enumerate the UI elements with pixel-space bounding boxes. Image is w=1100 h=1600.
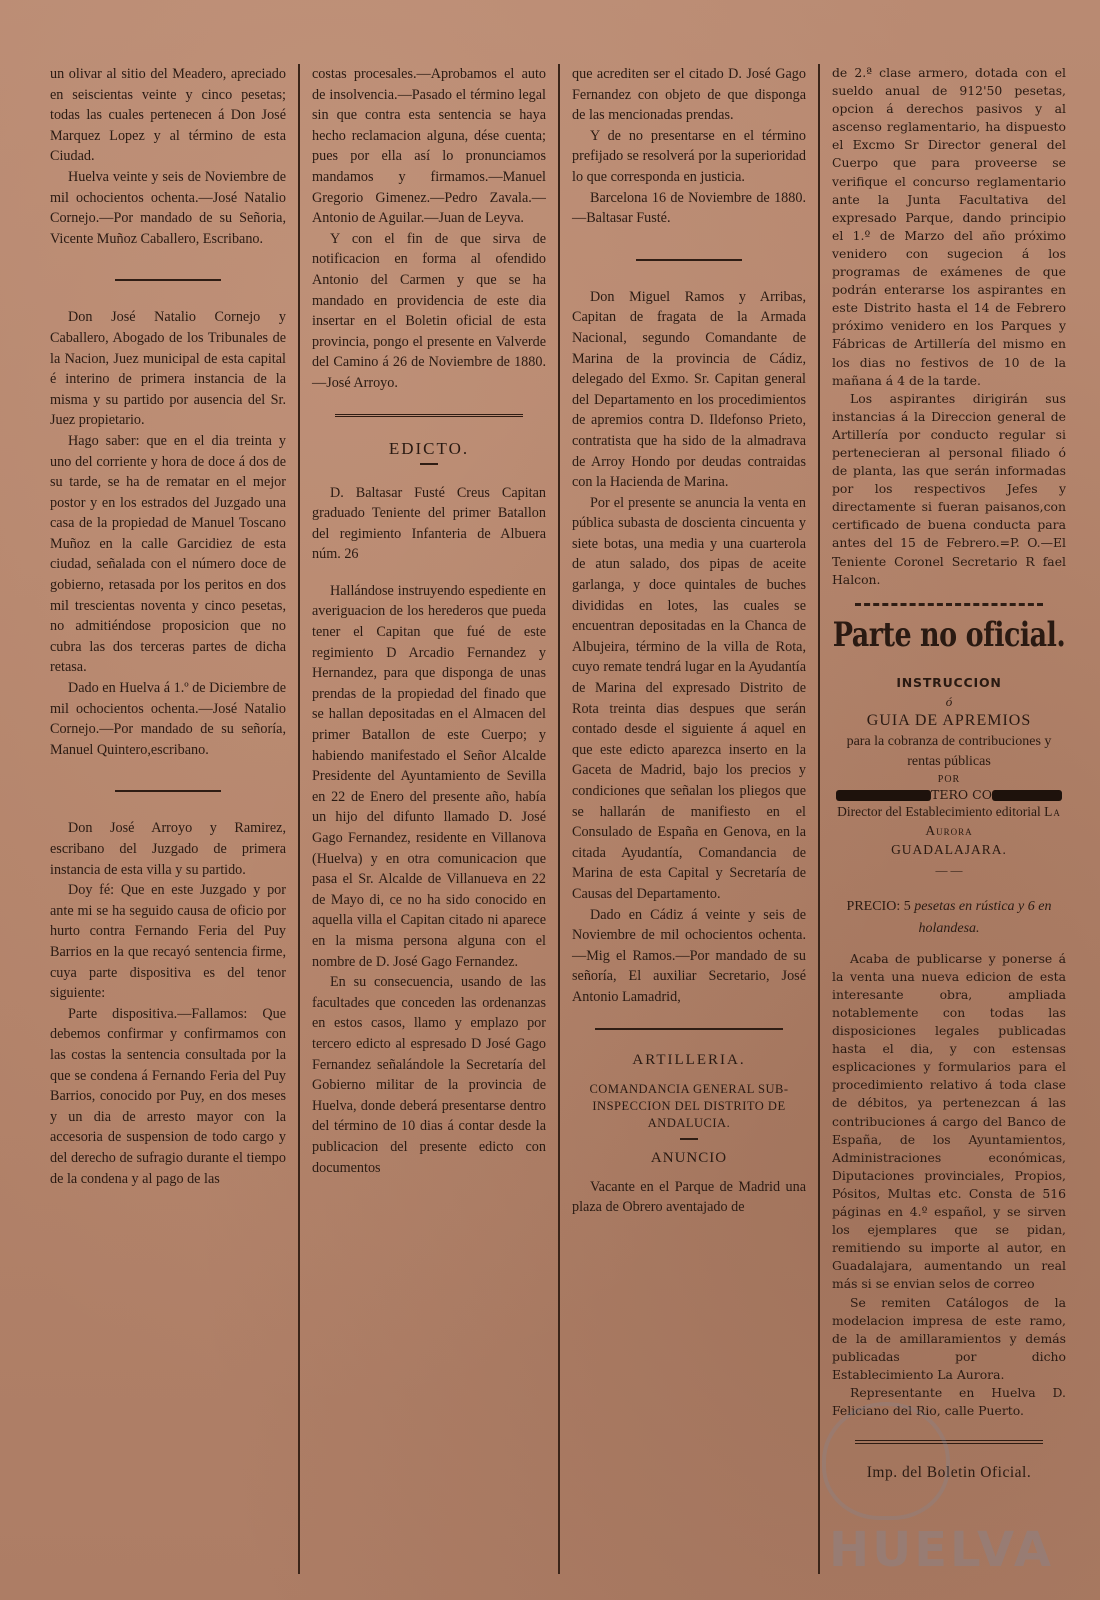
col3-paragraph: que acrediten ser el citado D. José Gago Fernandez con objeto de que disponga de las mencionadas prendas. xyxy=(572,66,806,124)
divider xyxy=(855,603,1042,606)
divider xyxy=(420,463,438,465)
divider xyxy=(680,1138,698,1140)
col1-signature: Dado en Huelva á 1.º de Diciembre de mil ochocientos ochenta.—José Natalio Cornejo.—Por mandado de su señoría, Manuel Quintero,escribano. xyxy=(50,680,286,758)
column-2 xyxy=(298,64,558,1574)
instruccion-title: INSTRUCCION xyxy=(896,674,1002,690)
parte-no-oficial-heading: Parte no oficial. xyxy=(832,615,1066,655)
director-line xyxy=(832,802,1066,840)
col4-paragraph: Representante en Huelva D. Feliciano del Rio, calle Puerto. xyxy=(832,1384,1066,1419)
col1-paragraph: Hago saber: que en el dia treinta y uno del corriente y hora de doce á dos de su tarde, se ha de rematar en el mejor postor y en los estrados del Juzgado una casa de la propiedad de Manuel Toscano Muñoz en la calle Garcidiez de esta ciudad, señalada con el número doce de gobierno, retasada por los peritos en dos mil trescientas noventa y cinco pesetas, no admitiéndose proposicion que no cubra las dos terceras partes de dicha retasa. xyxy=(50,432,286,676)
col3-signature: Dado en Cádiz á veinte y seis de Noviembre de mil ochocientos ochenta.—Mig el Ramos.—Por mandado de su señoría, El auxiliar Secretario, José Antonio Lamadrid, xyxy=(572,906,806,1005)
author-line xyxy=(832,787,1066,802)
col1-signature: Huelva veinte y seis de Noviembre de mil ochocientos ochenta.—José Natalio Cornejo.—Por mandado de su Señoria, Vicente Muñoz Caballero, Escribano. xyxy=(50,168,286,247)
archive-watermark: HUELVA xyxy=(829,1522,1054,1578)
price-label: PRECIO: 5 xyxy=(846,898,911,914)
column-1 xyxy=(38,64,298,1574)
column-3 xyxy=(558,64,818,1574)
col1-heading-notice: Don José Arroyo y Ramirez, escribano del Juzgado de primera instancia de esta villa y su partido. xyxy=(50,820,286,878)
anuncio-heading: ANUNCIO xyxy=(650,1149,728,1166)
col4-paragraph: Los aspirantes dirigirán sus instancias á la Direccion general de Artillería por conducto regular si pertenecieran al personal filiado ó de planta, las que serán informadas por los respectivos Jefes y directamente si fueran paisanos,con certificado de buena conducta para antes del 15 de Febrero.=P. O.—El Teniente Coronel Secretario R fael Halcon. xyxy=(832,390,1066,587)
col4-paragraph: Se remiten Catálogos de la modelacion impresa de este ramo, de la de amillaramientos y demás publicadas por dicho Establecimiento La Aurora. xyxy=(832,1294,1066,1382)
col2-paragraph: Hallándose instruyendo espediente en averiguacion de los herederos que pueda tener el Capitan que fué de este regimiento D Arcadio Fernandez y Hernandez, para que disponga de unas prendas de la propiedad del finado que se hallan depositadas en el Almacen del primer Batallon de este Cuerpo; y habiendo manifestado el Señor Alcalde Presidente del Ayuntamiento de Sevilla en 22 de Enero del presente año, había un hijo del difunto llamado D. José Gago Fernandez, residente en Villanova (Huelva) y en otra comunicacion que pasa el Sr. Alcalde de Villanueva en 22 de Mayo di, ce no ha sido conocido en aquella villa el Capitan citado ni aparece en la misma persona alguna con el nombre de D. José Gago Fernandez. xyxy=(312,582,546,970)
columns xyxy=(38,64,1078,1574)
instruccion-or: ó xyxy=(945,693,953,709)
col3-signature: Barcelona 16 de Noviembre de 1880.—Baltasar Fusté. xyxy=(572,189,806,227)
price-line xyxy=(832,896,1066,940)
redaction-mark xyxy=(836,790,931,801)
aurora-name: La Aurora xyxy=(925,803,1061,838)
col3-paragraph: Vacante en el Parque de Madrid una plaza de Obrero aventajado de xyxy=(572,1178,806,1216)
price-text: pesetas en rústica y 6 en holandesa. xyxy=(914,898,1052,936)
redaction-mark xyxy=(992,790,1062,801)
small-dash: — — xyxy=(935,862,963,877)
col2-paragraph: costas procesales.—Aprobamos el auto de insolvencia.—Pasado el término legal sin que contra esta sentencia se haya hecho reclamacion alguna, dése cuenta; pues por ella así lo pronunciamos mandamos y firmamos.—Manuel Gregorio Gimenez.—Pedro Zavala.—Antonio de Aguilar.—Juan de Leyva. xyxy=(312,66,546,227)
comandancia-heading: COMANDANCIA GENERAL SUB-INSPECCION DEL DISTRITO DE ANDALUCIA. xyxy=(589,1081,789,1130)
edicto-heading: EDICTO. xyxy=(388,438,470,458)
col2-paragraph: Y con el fin de que sirva de notificacion en forma al ofendido Antonio del Carmen y que se ha mandado en providencia de este dia insertar en el Boletin oficial de esta provincia, pongo el presente en Valverde del Camino á 26 de Noviembre de 1880.—José Arroyo. xyxy=(312,230,546,391)
col4-paragraph: Acaba de publicarse y ponerse á la venta una nueva edicion de esta interesante obra, ampliada notablemente con todas las disposiciones legales publicadas hasta el dia, y con estensas esplicaciones y formularios para el procedimiento relativo á toda clase de débitos, ya pertenezcan á las contribuciones á cargo del Banco de España, de los Ayuntamientos, Administraciones económicas, Diputaciones provinciales, Propios, Pósitos, Multas etc. Consta de 516 páginas en 4.º español, y se sirven los ejemplares que se pidan, remitiendo su importe al autor, en Guadalajara, aumentando un real más si se envian selos de correo xyxy=(832,950,1066,1292)
col3-paragraph: Y de no presentarse en el término prefijado se resolverá por la superioridad lo que corresponda en justicia. xyxy=(572,127,806,185)
col2-heading-notice: D. Baltasar Fusté Creus Capitan graduado Teniente del primer Batallon del regimiento Infanteria de Albuera núm. 26 xyxy=(312,484,546,563)
divider xyxy=(115,790,221,792)
guia-subtitle: para la cobranza de contribuciones y rentas públicas xyxy=(846,733,1052,769)
divider xyxy=(115,279,221,281)
column-4 xyxy=(818,64,1078,1574)
guia-title: GUIA DE APREMIOS xyxy=(866,711,1032,729)
col1-heading-notice: Don José Natalio Cornejo y Caballero, Abogado de los Tribunales de la Nacion, Juez municipal de esta capital é interino de primera instancia de la misma y su partido por ausencia del Sr. Juez propietario. xyxy=(50,309,286,429)
col4-paragraph: de 2.ª clase armero, dotada con el sueldo anual de 912'50 pesetas, opcion á derechos pasivos y al ascenso reglamentario, ha dispuesto el Excmo Sr Director general del Cuerpo que para proveerse se verifique el concurso reglamentario ante la Junta Facultativa del expresado Parque, dando principio el 1.º de Marzo del año próximo venidero con sugecion á los programas de exámenes de que podrán enterarse los aspirantes en este Distrito hasta el 14 de Febrero próximo venidero en los Parques y Fábricas de Artillería del mismo en los dias no festivos de 10 de la mañana á 4 de la tarde. xyxy=(832,65,1066,388)
artilleria-heading: ARTILLERIA. xyxy=(632,1051,746,1068)
col3-heading-notice: Don Miguel Ramos y Arribas, Capitan de fragata de la Armada Nacional, segundo Comandante de Marina de la provincia de Cádiz, delegado del Exmo. Sr. Capitan general del Departamento en los procedimientos de apremios contra D. Ildefonso Prieto, contratista que ha sido de la almadrava de Arroy Hondo por deudas contraidas con la Hacienda de Marina. xyxy=(572,288,806,491)
author-fragment: TERO CO xyxy=(931,786,992,802)
imprenta-footer: Imp. del Boletin Oficial. xyxy=(866,1464,1032,1482)
divider xyxy=(595,1028,782,1030)
director-text: Director del Establecimiento editorial xyxy=(837,803,1041,819)
divider xyxy=(335,414,522,417)
por-label: POR xyxy=(937,773,961,785)
col3-paragraph: Por el presente se anuncia la venta en pública subasta de doscienta cincuenta y siete botas, una media y una cuarterola de atun salado, dos pipas de aceite garlanga, y doce quintales de buches divididas en lotes, las cuales se encuentran depositadas en la Chanca de Albujeira, término de la villa de Rota, cuyo remate tendrá lugar en la Ayudantía de Marina del expresado Distrito de Rota treinta dias despues que serán contado desde el siguiente á aquel en que este edicto aparezca inserto en la Gaceta de Madrid, bajo los precios y condiciones que señalan los pliegos que se hallarán de manifiesto en el Consulado de España en Genova, en la citada Ayudantía, Comandancia de Marina de esta Capital y Secretaría de Causas del Departamento. xyxy=(572,494,806,902)
divider xyxy=(636,259,741,261)
archive-seal-watermark xyxy=(822,1402,950,1520)
col1-paragraph: un olivar al sitio del Meadero, apreciado en seiscientas veinte y cinco pesetas; todas las cuales pertenecen á Don José Marquez Lopez y al término de esta Ciudad. xyxy=(50,66,286,165)
col2-paragraph: En su consecuencia, usando de las facultades que conceden las ordenanzas en estos casos, llamo y emplazo por tercero edicto al espresado D José Gago Fernandez señalándole la Secretaría del Gobierno militar de la provincia de Huelva, donde deberá presentarse dentro del término de 10 dias á contar desde la publicacion del presente edicto con documentos xyxy=(312,974,546,1176)
guadalajara-line: GUADALAJARA. xyxy=(891,841,1007,857)
col1-paragraph: Parte dispositiva.—Fallamos: Que debemos confirmar y confirmamos con las costas la sentencia consultada por la que se condena á Fernando Feria del Puy Barrios, conocido por Puy, en dos meses y un dia de arresto mayor con la accesoria de suspension de todo cargo y del derecho de sufragio durante el tiempo de la condena y al pago de las xyxy=(50,1005,286,1187)
col1-paragraph: Doy fé: Que en este Juzgado y por ante mi se ha seguido causa de oficio por hurto contra Fernando Feria del Puy Barrios en la que recayó sentencia firme, cuya parte dispositiva es del tenor siguiente: xyxy=(50,882,286,1002)
